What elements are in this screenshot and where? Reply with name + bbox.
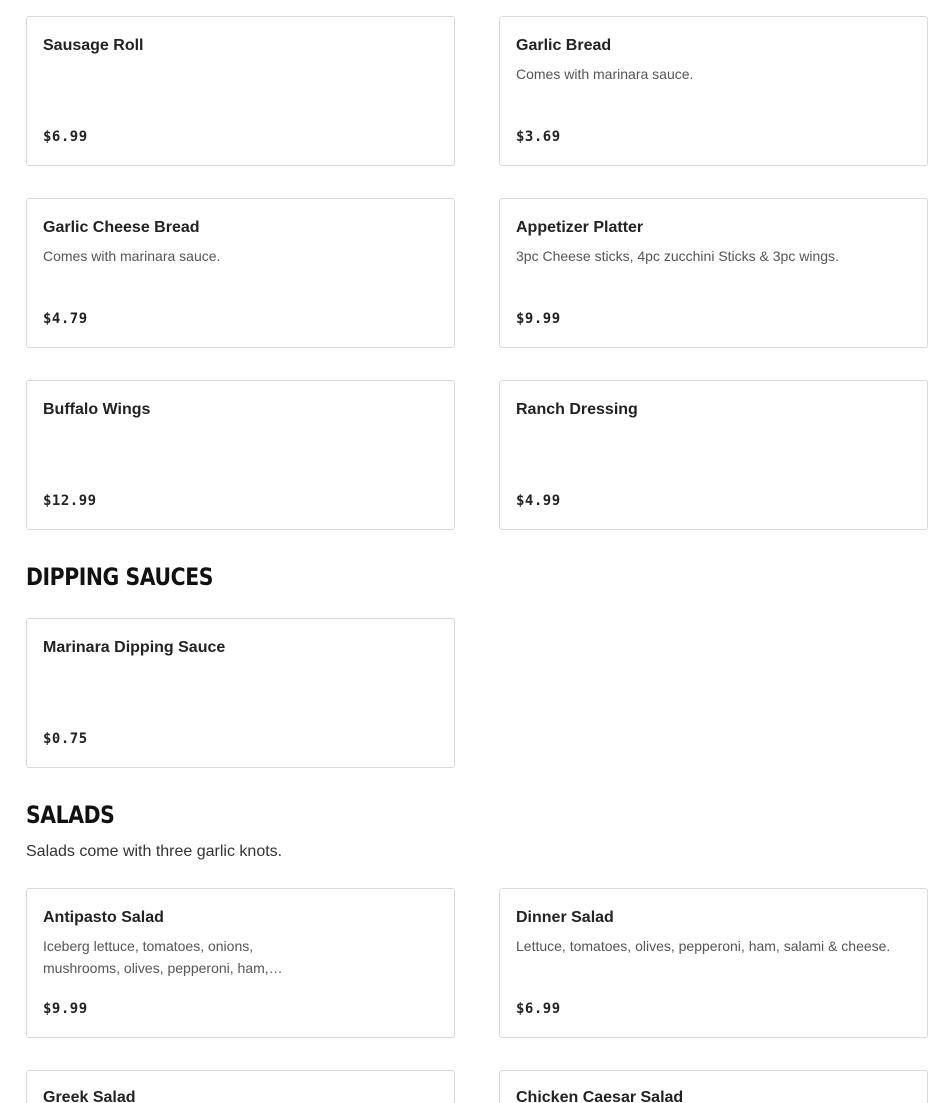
item-price: $6.99 [43,129,88,145]
menu-item-card[interactable] [26,380,455,530]
item-price: $12.99 [43,493,97,509]
item-name: Marinara Dipping Sauce [43,639,226,656]
item-name: Ranch Dressing [516,401,638,418]
item-price: $3.69 [516,129,561,145]
menu-item-card[interactable] [499,198,928,348]
section-title-salads: SALADS [26,801,115,829]
item-name: Greek Salad [43,1089,136,1103]
item-description: Iceberg lettuce, tomatoes, onions, mushrooms, olives, pepperoni, ham,… [43,938,283,976]
item-name: Garlic Cheese Bread [43,219,200,236]
item-name: Chicken Caesar Salad [516,1089,684,1103]
item-description: Lettuce, tomatoes, olives, pepperoni, ham, salami & cheese. [516,938,891,954]
menu-item-card[interactable] [499,1070,928,1103]
item-name: Garlic Bread [516,37,612,54]
item-description: Comes with marinara sauce. [516,66,694,82]
item-price: $9.99 [516,311,561,327]
section-title-dipping-sauces: DIPPING SAUCES [26,563,214,591]
item-price: $0.75 [43,731,88,747]
item-name: Appetizer Platter [516,219,644,236]
item-price: $6.99 [516,1001,561,1017]
item-name: Dinner Salad [516,909,614,926]
menu-item-card[interactable] [26,618,455,768]
item-name: Sausage Roll [43,37,144,54]
menu-item-card[interactable] [499,380,928,530]
item-price: $9.99 [43,1001,88,1017]
item-description: Comes with marinara sauce. [43,248,221,264]
section-subtitle-salads: Salads come with three garlic knots. [26,843,283,860]
menu-item-card[interactable] [26,1070,455,1103]
item-name: Antipasto Salad [43,909,164,926]
item-name: Buffalo Wings [43,401,151,418]
menu-item-card[interactable] [26,888,455,1038]
menu-item-card[interactable] [26,16,455,166]
menu-item-card[interactable] [26,198,455,348]
menu-item-card[interactable] [499,16,928,166]
menu-item-card[interactable] [499,888,928,1038]
item-price: $4.79 [43,311,88,327]
item-description: 3pc Cheese sticks, 4pc zucchini Sticks & 3pc wings. [516,248,839,264]
item-price: $4.99 [516,493,561,509]
